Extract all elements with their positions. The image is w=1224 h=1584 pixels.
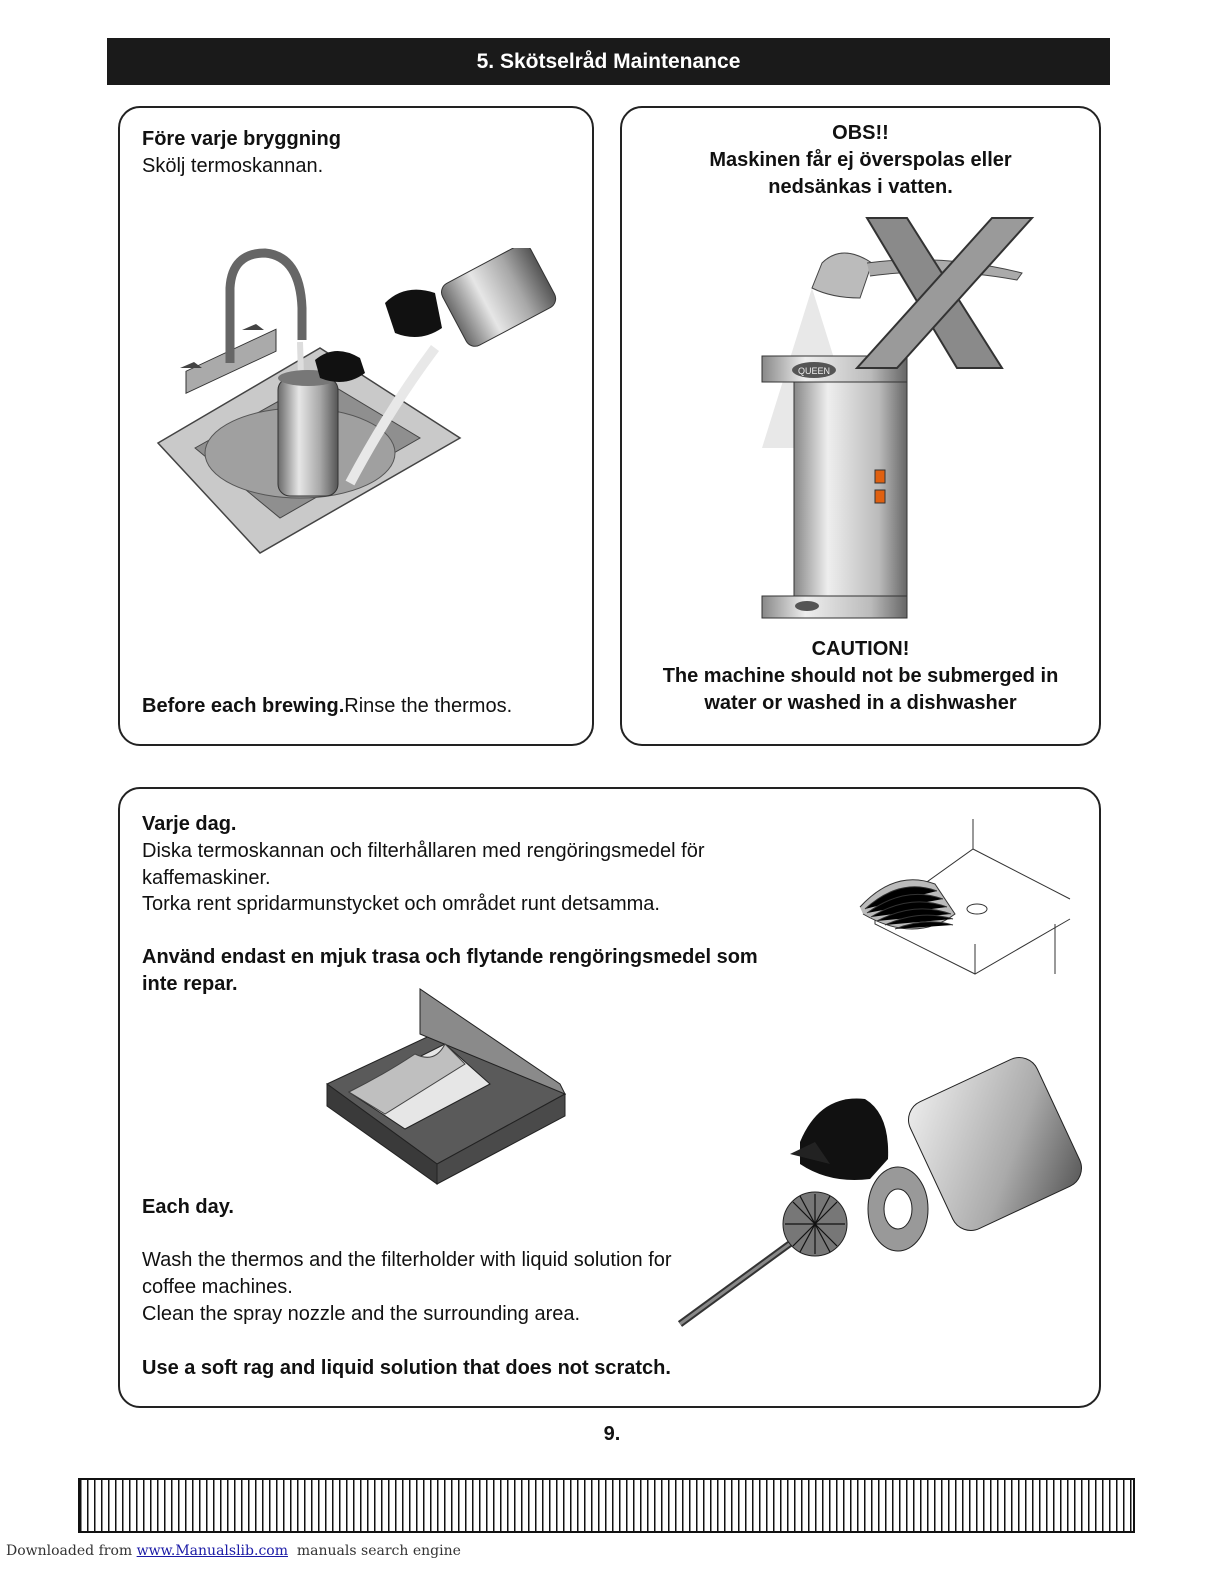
footer-suffix: manuals search engine — [296, 1543, 461, 1559]
sink-rinse-illustration — [150, 248, 570, 558]
daily-sv-line3: Torka rent spridarmunstycket och området runt detsamma. — [142, 893, 660, 915]
daily-en-bold: Use a soft rag and liquid solution that does not scratch. — [142, 1357, 671, 1379]
page-number: 9. — [603, 1423, 621, 1445]
download-footer — [6, 1543, 461, 1559]
rinse-en-text — [142, 693, 512, 720]
section-header — [107, 38, 1110, 85]
daily-sv-bold2: inte repar. — [142, 973, 238, 995]
rinse-sv-text: Skölj termoskannan. — [142, 155, 324, 177]
daily-en-line1: Wash the thermos and the filterholder with liquid solution for — [142, 1249, 672, 1271]
section-title: 5. Skötselråd Maintenance — [476, 49, 741, 73]
daily-sv-heading: Varje dag. — [142, 813, 237, 835]
caution-sv-line3: nedsänkas i vatten. — [768, 176, 953, 198]
manualslib-link[interactable]: www.Manualslib.com — [136, 1543, 288, 1559]
barcode-strip — [78, 1478, 1135, 1533]
daily-panel — [118, 787, 1101, 1408]
rinse-en-bold: Before each brewing. — [142, 695, 345, 717]
daily-en-line3: Clean the spray nozzle and the surrounding area. — [142, 1303, 581, 1325]
rinse-sv-heading: Före varje bryggning — [142, 128, 341, 150]
daily-en-heading: Each day. — [142, 1196, 234, 1218]
footer-prefix: Downloaded from — [6, 1543, 133, 1559]
thermos-brush-illustration — [650, 1054, 1090, 1344]
rinse-en-rest: Rinse the thermos. — [344, 695, 513, 717]
daily-sv-bold1: Använd endast en mjuk trasa och flytande rengöringsmedel som — [142, 946, 758, 968]
rag-tray-illustration — [325, 984, 570, 1189]
caution-en-title: CAUTION! — [811, 638, 910, 660]
daily-sv-line1: Diska termoskannan och filterhållaren med rengöringsmedel för — [142, 840, 705, 862]
machine-logo: QUEEN — [797, 366, 831, 376]
daily-en-line2: coffee machines. — [142, 1276, 293, 1298]
caution-en-line3: water or washed in a dishwasher — [704, 692, 1017, 714]
machine-no-spray-illustration — [742, 208, 1042, 628]
caution-en-line2: The machine should not be submerged in — [662, 665, 1059, 687]
daily-sv-line2: kaffemaskiner. — [142, 867, 271, 889]
caution-panel — [620, 106, 1101, 746]
caution-sv-obs: OBS!! — [832, 122, 889, 144]
rinse-panel — [118, 106, 594, 746]
caution-sv-line2: Maskinen får ej överspolas eller — [709, 149, 1012, 171]
nozzle-wipe-illustration — [855, 819, 1075, 979]
